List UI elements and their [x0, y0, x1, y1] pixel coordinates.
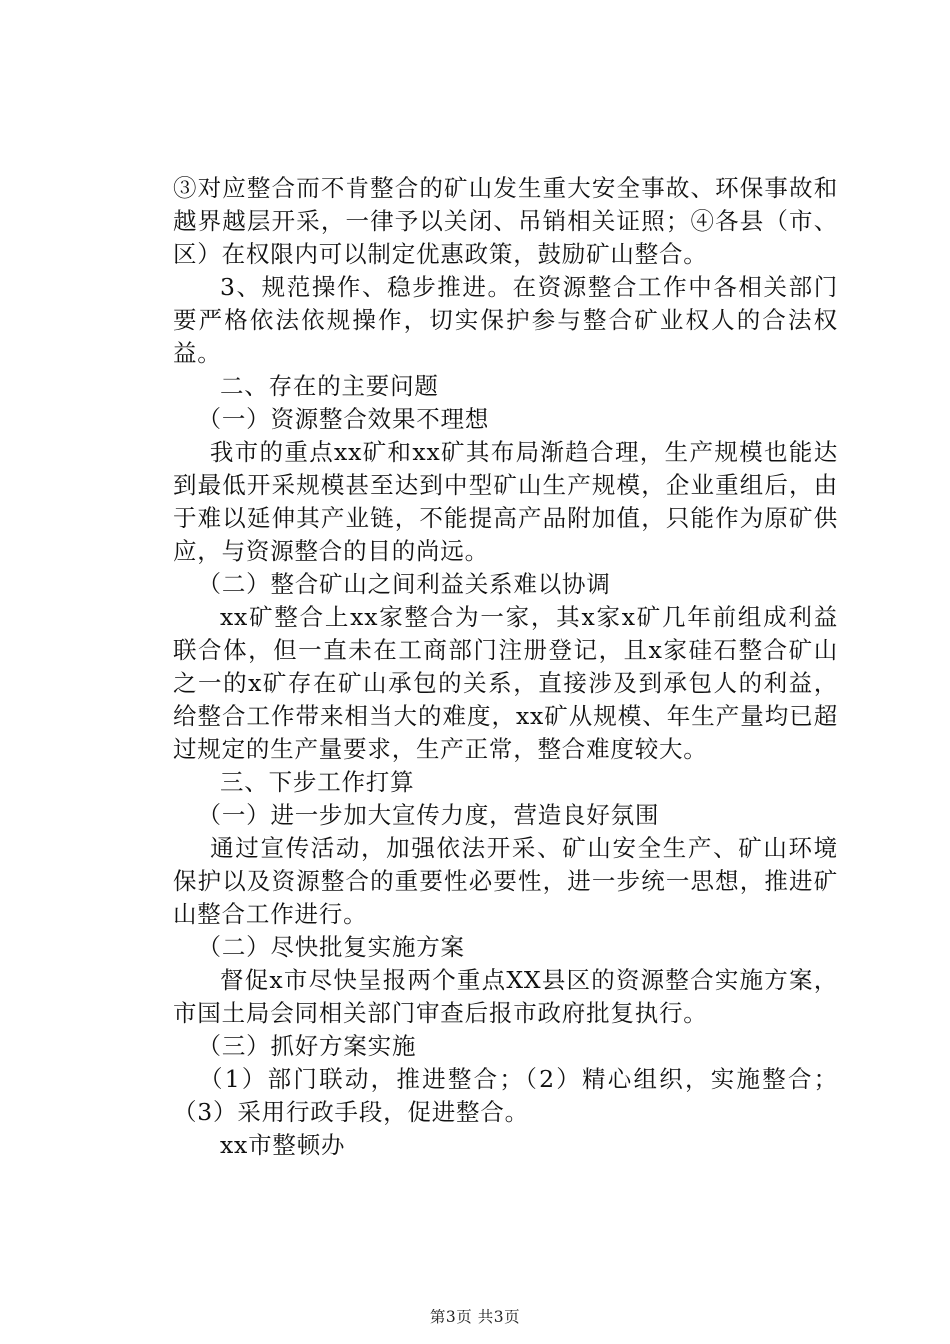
paragraph-3: 我市的重点xx矿和xx矿其布局渐趋合理，生产规模也能达到最低开采规模甚至达到中型矿山生产规模，企业重组后，由于难以延伸其产业链，不能提高产品附加值，只能作为原矿供应，与资源整合的目的尚远。: [173, 438, 838, 565]
section-heading-problems: 二、存在的主要问题: [220, 372, 439, 400]
subheading-4: （二）尽快批复实施方案: [185, 933, 465, 961]
paragraph-6: 督促x市尽快呈报两个重点XX县区的资源整合实施方案，市国土局会同相关部门审查后报市政府批复执行。: [173, 966, 838, 1027]
paragraph-4: xx矿整合上xx家整合为一家，其x家x矿几年前组成利益联合体，但一直未在工商部门注册登记，且x家硅石整合矿山之一的x矿存在矿山承包的关系，直接涉及到承包人的利益，给整合工作带来相当大的难度，xx矿从规模、年生产量均已超过规定的生产量要求，生产正常，整合难度较大。: [173, 603, 838, 763]
subheading-3: （一）进一步加大宣传力度，营造良好氛围: [185, 801, 660, 829]
section-heading-plans: 三、下步工作打算: [220, 768, 415, 796]
paragraph-7: （1）部门联动，推进整合；（2）精心组织，实施整合；（3）采用行政手段，促进整合。: [173, 1065, 838, 1126]
page-footer: [0, 1305, 950, 1327]
paragraph-1: ③对应整合而不肯整合的矿山发生重大安全事故、环保事故和越界越层开采，一律予以关闭、吊销相关证照；④各县（市、区）在权限内可以制定优惠政策，鼓励矿山整合。: [173, 174, 838, 268]
subheading-5: （三）抓好方案实施: [185, 1032, 417, 1060]
signature-office: xx市整顿办: [220, 1131, 346, 1159]
paragraph-5: 通过宣传活动，加强依法开采、矿山安全生产、矿山环境保护以及资源整合的重要性必要性，进一步统一思想，推进矿山整合工作进行。: [173, 834, 838, 928]
document-body: [173, 172, 838, 1162]
subheading-1: （一）资源整合效果不理想: [185, 405, 490, 433]
page-number-label: 第3页 共3页: [429, 1308, 521, 1326]
paragraph-2: 3、规范操作、稳步推进。在资源整合工作中各相关部门要严格依法依规操作，切实保护参与整合矿业权人的合法权益。: [173, 273, 838, 367]
subheading-2: （二）整合矿山之间利益关系难以协调: [185, 570, 611, 598]
